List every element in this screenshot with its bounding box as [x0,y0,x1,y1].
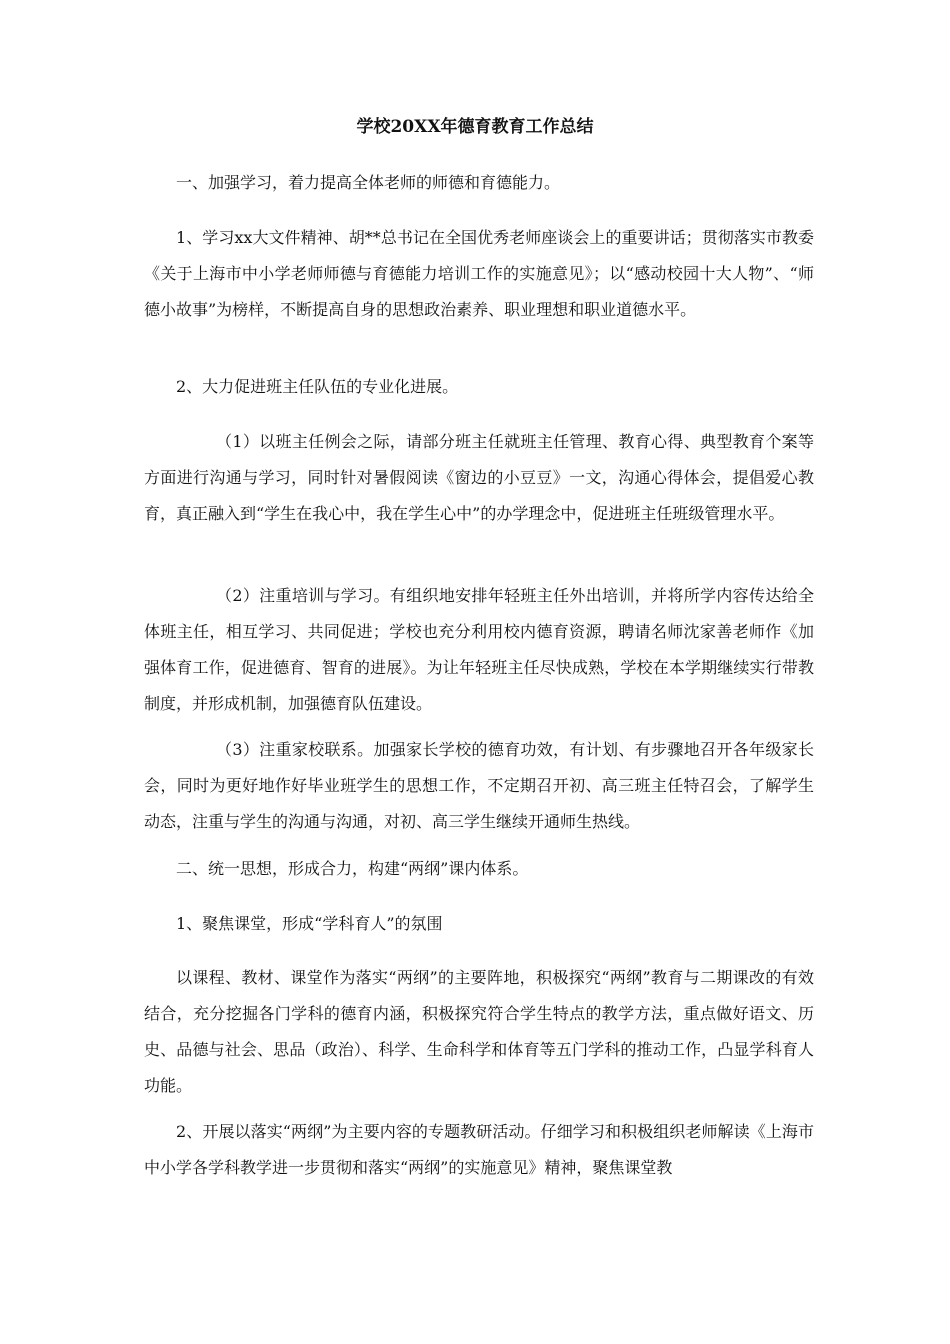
paragraph-1-2: 2、大力促进班主任队伍的专业化进展。 [176,377,459,396]
paragraph-1-2-2: （2）注重培训与学习。有组织地安排年轻班主任外出培训，并将所学内容传达给全体班主任，相互学习、共同促进；学校也充分利用校内德育资源，聘请名师沈家善老师作《加强体育工作，促进德育、智育的进展》。为让年轻班主任尽快成熟，学校在本学期继续实行带教制度，并形成机制，加强德育队伍建设。 [144,586,814,713]
paragraph-2-2: 2、开展以落实“两纲”为主要内容的专题教研活动。仔细学习和积极组织老师解读《上海市中小学各学科教学进一步贯彻和落实“两纲”的实施意见》精神，聚焦课堂教 [144,1122,814,1177]
paragraph-1-1: 1、学习xx大文件精神、胡**总书记在全国优秀老师座谈会上的重要讲话；贯彻落实市教委《关于上海市中小学老师师德与育德能力培训工作的实施意见》；以“感动校园十大人物”、“师德小故事”为榜样，不断提高自身的思想政治素养、职业理想和职业道德水平。 [144,228,814,319]
section-2-heading: 二、统一思想，形成合力，构建“两纲”课内体系。 [176,859,529,878]
section-1-heading: 一、加强学习，着力提高全体老师的师德和育德能力。 [176,173,561,192]
paragraph-2-1-body: 以课程、教材、课堂作为落实“两纲”的主要阵地，积极探究“两纲”教育与二期课改的有效结合，充分挖掘各门学科的德育内涵，积极探究符合学生特点的教学方法，重点做好语文、历史、品德与社会、思品（政治）、科学、生命科学和体育等五门学科的推动工作，凸显学科育人功能。 [144,968,814,1095]
document-title: 学校20XX年德育教育工作总结 [356,117,594,137]
paragraph-1-2-3: （3）注重家校联系。加强家长学校的德育功效，有计划、有步骤地召开各年级家长会，同时为更好地作好毕业班学生的思想工作，不定期召开初、高三班主任特召会，了解学生动态，注重与学生的沟通与沟通，对初、高三学生继续开通师生热线。 [144,740,814,831]
paragraph-2-1: 1、聚焦课堂，形成“学科育人”的氛围 [176,914,443,933]
paragraph-1-2-1: （1）以班主任例会之际，请部分班主任就班主任管理、教育心得、典型教育个案等方面进行沟通与学习，同时针对暑假阅读《窗边的小豆豆》一文，沟通心得体会，提倡爱心教育，真正融入到“学生在我心中，我在学生心中”的办学理念中，促进班主任班级管理水平。 [144,432,814,523]
